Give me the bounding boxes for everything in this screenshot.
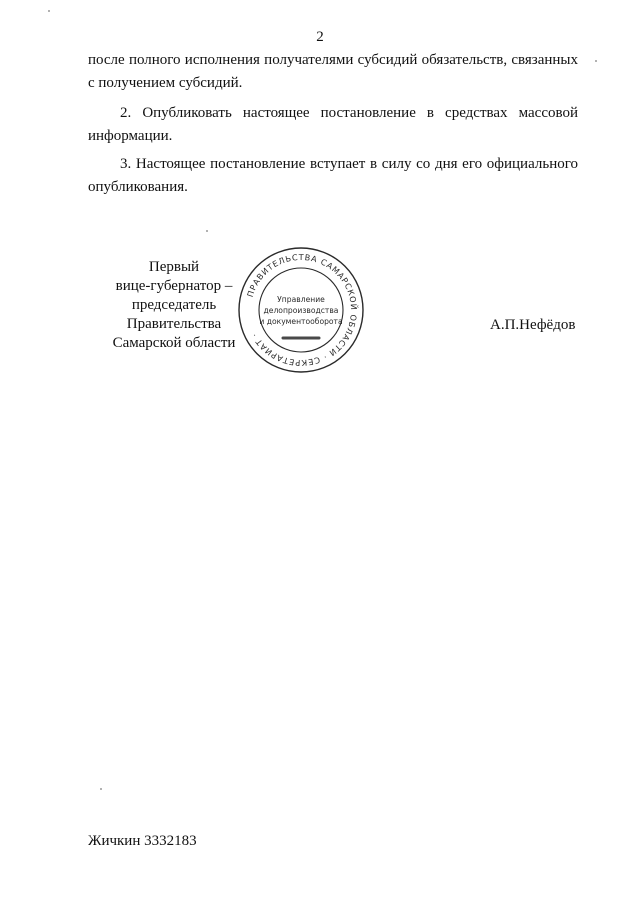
scan-speck [48,10,50,12]
scan-speck [206,230,208,232]
signer-title-line: вице-губернатор – [115,278,233,294]
signer-title-line: Самарской области [112,335,236,351]
seal-center-line: Управление [277,295,325,304]
page-number: 2 [316,29,324,45]
signer-title-line: председатель Правительства [126,297,222,332]
seal-center-line: и документооборота [259,317,343,326]
signer-title-line: Первый [148,259,200,275]
paragraph-item-3: 3. Настоящее постановление вступает в силу со дня его официального опубликования. [88,156,578,195]
paragraph-item-2: 2. Опубликовать настоящее постановление в средствах массовой информации. [88,105,578,144]
seal-ring-text: ПРАВИТЕЛЬСТВА САМАРСКОЙ ОБЛАСТИ · СЕКРЕТАРИАТ · [244,251,360,369]
signer-title-block [86,258,262,353]
official-seal-stamp [237,246,365,374]
seal-center-line: делопроизводства [263,306,339,315]
scan-speck [100,788,102,790]
signer-name: А.П.Нефёдов [490,317,576,333]
footer-contact: Жичкин 3332183 [88,833,197,849]
scan-speck [595,60,597,62]
paragraph-continuation: после полного исполнения получателями субсидий обязательств, связанных с получением субсидий. [88,52,578,91]
